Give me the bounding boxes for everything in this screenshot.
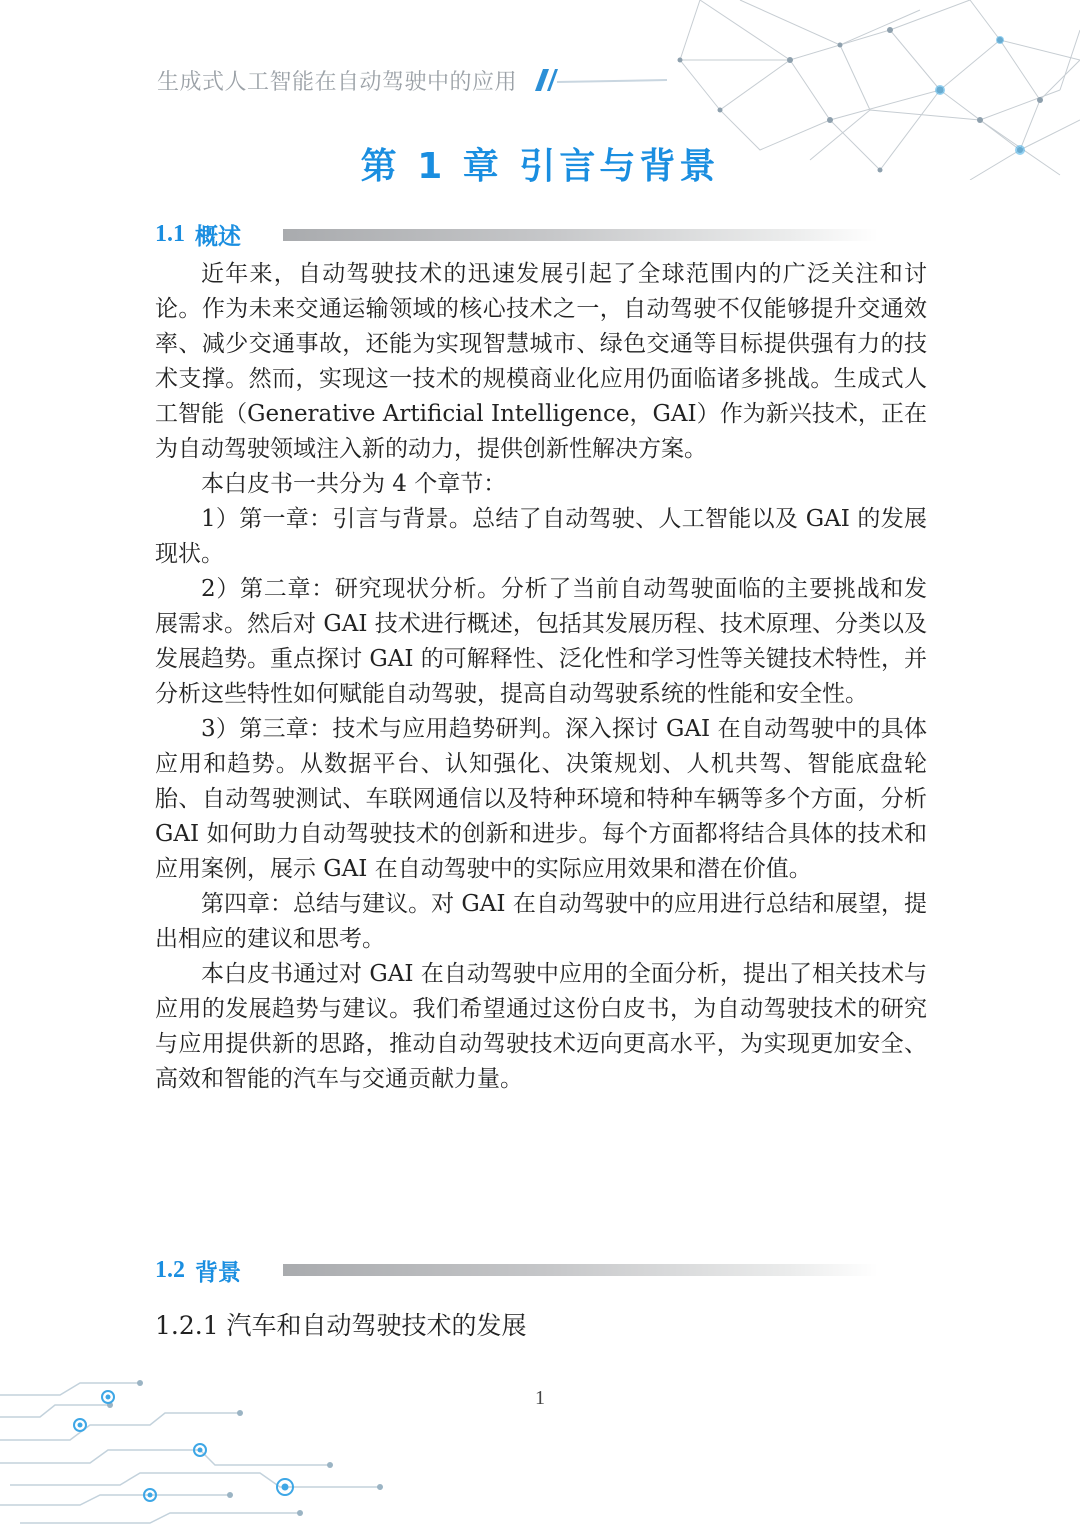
- section-number: 1.1: [155, 221, 185, 247]
- paragraph: 本白皮书通过对 GAI 在自动驾驶中应用的全面分析，提出了相关技术与应用的发展趋势与建议。我们希望通过这份白皮书，为自动驾驶技术的研究与应用提供新的思路，推动自动驾驶技术迈向更高水平，为实现更加安全、高效和智能的汽车与交通贡献力量。: [155, 961, 927, 1092]
- circuit-lines-graphic: [0, 1355, 420, 1527]
- section-name: 概述: [195, 224, 241, 250]
- paragraph: 第四章：总结与建议。对 GAI 在自动驾驶中的应用进行总结和展望，提出相应的建议和思考。: [155, 891, 927, 952]
- paragraph: 近年来，自动驾驶技术的迅速发展引起了全球范围内的广泛关注和讨论。作为未来交通运输领域的核心技术之一，自动驾驶不仅能够提升交通效率、减少交通事故，还能为实现智慧城市、绿色交通等目标提供强有力的技术支撑。然而，实现这一技术的规模商业化应用仍面临诸多挑战。生成式人工智能（Generative Artificial Intelligence，GAI）作为新兴技术，正在为自动驾驶领域注入新的动力，提供创新性解决方案。: [155, 261, 927, 462]
- body-text: [155, 257, 927, 1097]
- section-rule: [283, 1264, 878, 1276]
- subsection-title: 1.2.1 汽车和自动驾驶技术的发展: [155, 1311, 527, 1340]
- slash-stripes-icon: [527, 67, 667, 93]
- section-name: 背景: [195, 1260, 241, 1286]
- paragraph: 3）第三章：技术与应用趋势研判。深入探讨 GAI 在自动驾驶中的具体应用和趋势。从数据平台、认知强化、决策规划、人机共驾、智能底盘轮胎、自动驾驶测试、车联网通信以及特种环境和特种车辆等多个方面，分析 GAI 如何助力自动驾驶技术的创新和进步。每个方面都将结合具体的技术和应用案例，展示 GAI 在自动驾驶中的实际应用效果和潜在价值。: [155, 716, 927, 882]
- running-header-title: 生成式人工智能在自动驾驶中的应用: [157, 69, 518, 95]
- chapter-title: 第 1 章 引言与背景: [360, 146, 720, 187]
- running-header: [157, 62, 667, 98]
- paragraph: 2）第二章：研究现状分析。分析了当前自动驾驶面临的主要挑战和发展需求。然后对 GAI 技术进行概述，包括其发展历程、技术原理、分类以及发展趋势。重点探讨 GAI 的可解释性、泛化性和学习性等关键技术特性，并分析这些特性如何赋能自动驾驶，提高自动驾驶系统的性能和安全性。: [155, 576, 927, 707]
- section-number: 1.2: [155, 1257, 185, 1283]
- section-heading-1-2: [155, 1254, 241, 1287]
- paragraph: 1）第一章：引言与背景。总结了自动驾驶、人工智能以及 GAI 的发展现状。: [155, 506, 927, 567]
- section-heading-1-1: [155, 218, 241, 251]
- paragraph: 本白皮书一共分为 4 个章节：: [201, 471, 507, 497]
- page-number: 1: [535, 1387, 545, 1409]
- section-rule: [283, 229, 878, 241]
